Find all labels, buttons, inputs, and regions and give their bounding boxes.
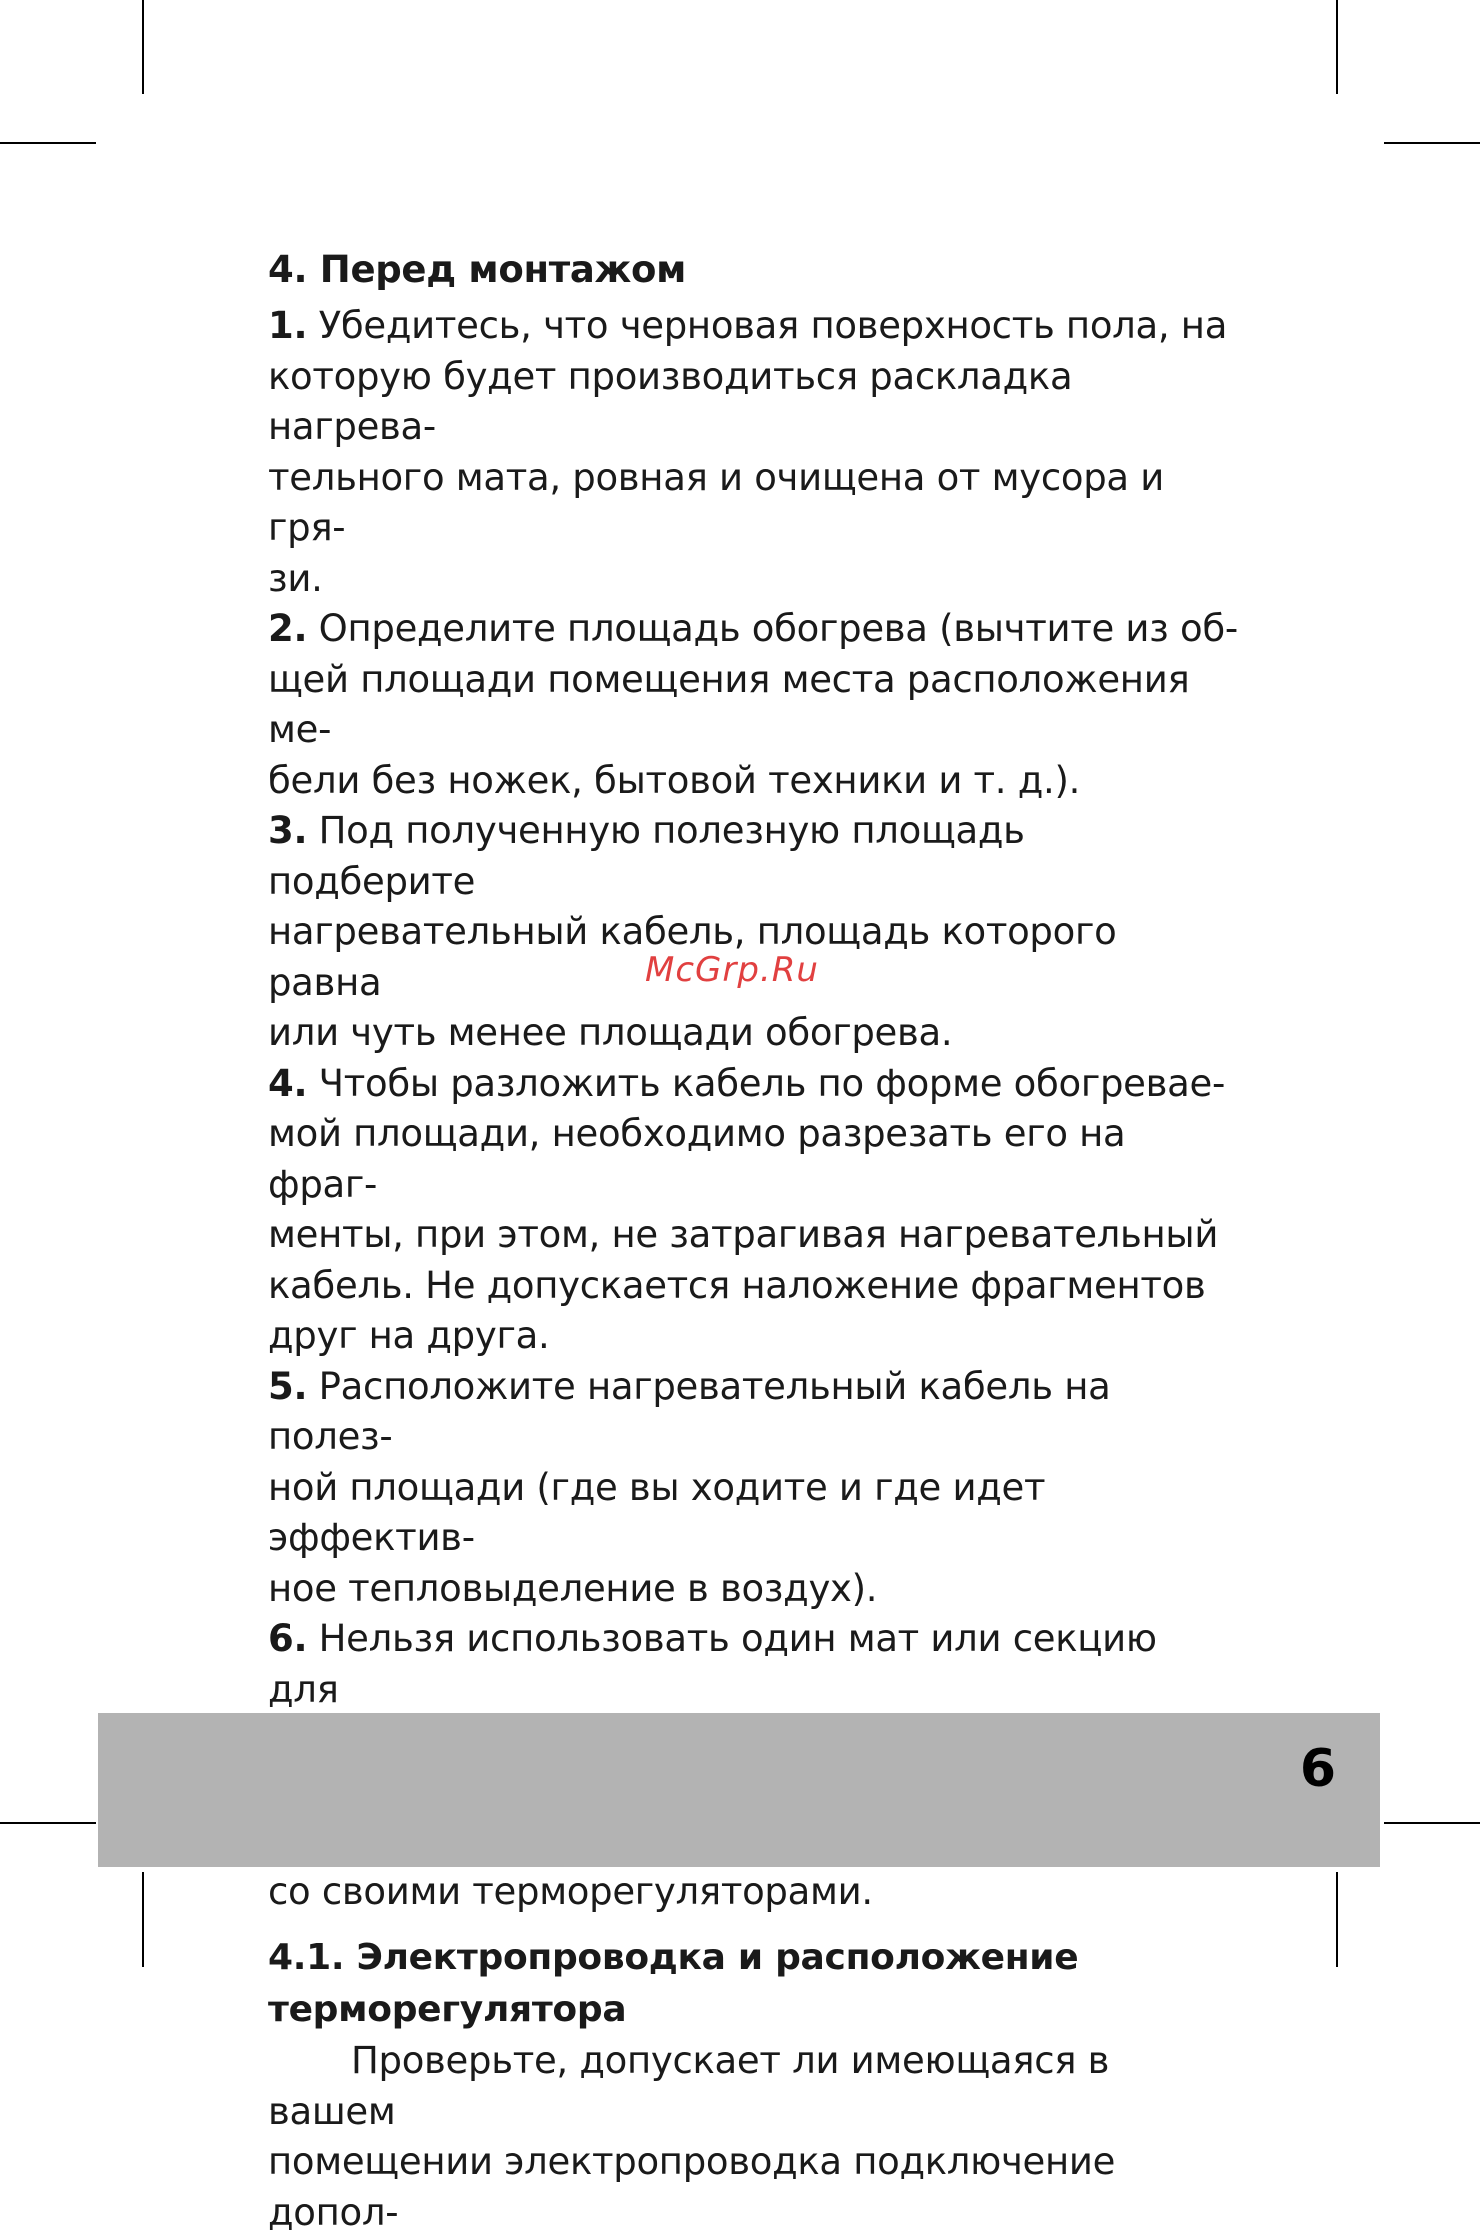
instruction-item <box>268 301 1238 604</box>
instruction-item <box>268 604 1238 806</box>
item-text-line: тельного мата, ровная и очищена от мусора и гря- <box>268 455 1164 549</box>
item-number: 6. <box>268 1617 308 1660</box>
footer-band <box>98 1713 1380 1867</box>
item-text-line: Нельзя использовать один мат или секцию для <box>268 1617 1157 1711</box>
paragraph-line: помещении электропроводка подключение допол- <box>268 2140 1116 2234</box>
item-text-line: кабель. Не допускается наложение фрагментов <box>268 1263 1206 1307</box>
item-number: 3. <box>268 809 308 852</box>
item-text-line: Под полученную полезную площадь подберите <box>268 809 1025 903</box>
item-text-line: Расположите нагревательный кабель на полез- <box>268 1364 1111 1458</box>
item-text-line: бели без ножек, бытовой техники и т. д.). <box>268 758 1081 802</box>
item-number: 4. <box>268 1061 308 1105</box>
paragraph-line: Проверьте, допускает ли имеющаяся в вашем <box>268 2039 1110 2133</box>
item-text-line: зи. <box>268 556 323 600</box>
item-text-line: щей площади помещения места расположения ме- <box>268 657 1190 751</box>
section-title: 4. Перед монтажом <box>268 248 687 291</box>
crop-mark-top-right <box>1336 0 1338 94</box>
item-text-line: со своими терморегуляторами. <box>268 1869 873 1913</box>
instruction-item <box>268 806 1238 1059</box>
item-text-line: ное тепловыделение в воздух). <box>268 1566 878 1610</box>
item-text-line: Чтобы разложить кабель по форме обогревае- <box>307 1061 1226 1105</box>
subsection-title-line: терморегулятора <box>268 1989 627 2030</box>
item-text-line: мой площади, необходимо разрезать его на фраг- <box>268 1112 1126 1206</box>
item-text-line: нагревательный кабель, площадь которого равна <box>268 910 1117 1004</box>
item-number: 2. <box>268 607 308 650</box>
subsection-title <box>268 1932 1238 2036</box>
subsection-paragraph <box>268 2036 1238 2238</box>
crop-mark-bottom-right <box>1336 1872 1338 1967</box>
instruction-list <box>268 301 1238 1917</box>
page-content <box>268 238 1238 2238</box>
item-text-line: Убедитесь, что черновая поверхность пола, на <box>307 304 1228 347</box>
item-text-line: ной площади (где вы ходите и где идет эффектив- <box>268 1465 1046 1559</box>
item-number: 1. <box>268 304 308 347</box>
item-number: 5. <box>268 1364 308 1408</box>
item-text-line: друг на друга. <box>268 1314 550 1357</box>
crop-mark-left-upper <box>0 142 96 144</box>
crop-mark-bottom-left <box>142 1872 144 1967</box>
crop-mark-right-upper <box>1384 142 1480 144</box>
crop-mark-top-left <box>142 0 144 94</box>
instruction-item <box>268 1362 1238 1615</box>
item-text-line: которую будет производиться раскладка нагрева- <box>268 354 1073 448</box>
crop-mark-right-lower <box>1384 1822 1480 1824</box>
subsection-title-line: 4.1. Электропроводка и расположение <box>268 1937 1079 1978</box>
item-text-line: менты, при этом, не затрагивая нагревательный <box>268 1213 1219 1256</box>
crop-mark-left-lower <box>0 1822 96 1824</box>
watermark: McGrp.Ru <box>645 950 819 990</box>
page-number: 6 <box>1299 1739 1336 1799</box>
item-text-line: или чуть менее площади обогрева. <box>268 1011 953 1054</box>
item-text-line: Определите площадь обогрева (вычтите из об- <box>307 607 1238 650</box>
instruction-item <box>268 1059 1238 1362</box>
